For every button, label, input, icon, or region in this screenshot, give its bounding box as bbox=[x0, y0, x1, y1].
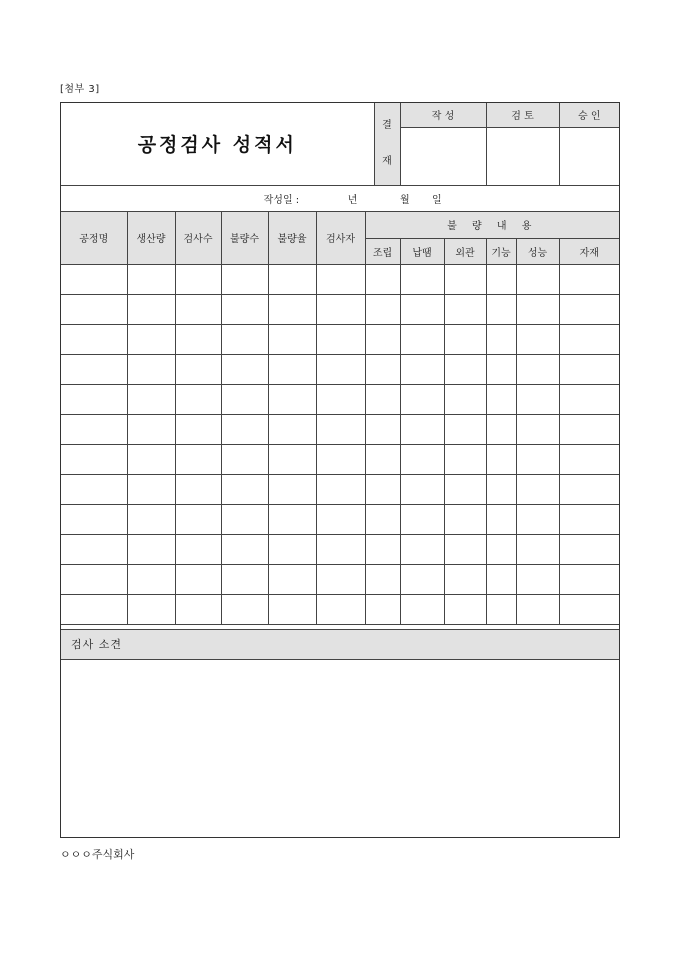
table-cell[interactable] bbox=[400, 354, 444, 384]
company-name: ㅇㅇㅇ주식회사 bbox=[60, 848, 135, 861]
table-cell[interactable] bbox=[365, 474, 400, 504]
table-cell[interactable] bbox=[127, 414, 175, 444]
table-cell[interactable] bbox=[365, 564, 400, 594]
table-cell[interactable] bbox=[400, 474, 444, 504]
date-label: 작성일 : bbox=[263, 194, 300, 206]
approval-side-label bbox=[374, 103, 400, 185]
table-cell[interactable] bbox=[400, 384, 444, 414]
table-cell[interactable] bbox=[444, 264, 486, 294]
table-cell[interactable] bbox=[400, 324, 444, 354]
table-cell[interactable] bbox=[221, 264, 268, 294]
table-cell[interactable] bbox=[365, 594, 400, 624]
table-cell[interactable] bbox=[221, 504, 268, 534]
table-row bbox=[61, 294, 619, 324]
table-cell[interactable] bbox=[316, 474, 365, 504]
table-cell[interactable] bbox=[127, 264, 175, 294]
table-cell[interactable] bbox=[268, 474, 316, 504]
table-row bbox=[61, 534, 619, 564]
table-cell[interactable] bbox=[221, 444, 268, 474]
table-cell[interactable] bbox=[127, 564, 175, 594]
table-cell[interactable] bbox=[268, 564, 316, 594]
table-cell[interactable] bbox=[365, 264, 400, 294]
table-cell[interactable] bbox=[61, 354, 127, 384]
table-cell[interactable] bbox=[127, 384, 175, 414]
table-cell[interactable] bbox=[175, 414, 221, 444]
header-defect-appearance: 외관 bbox=[444, 238, 486, 264]
table-cell[interactable] bbox=[268, 264, 316, 294]
header-defect-assembly: 조립 bbox=[365, 238, 400, 264]
table-cell[interactable] bbox=[400, 414, 444, 444]
form-title: 공정검사 성적서 bbox=[137, 134, 297, 157]
table-cell[interactable] bbox=[486, 564, 516, 594]
table-cell[interactable] bbox=[221, 324, 268, 354]
table-row bbox=[61, 324, 619, 354]
table-cell[interactable] bbox=[316, 414, 365, 444]
header-defect-function: 기능 bbox=[486, 238, 516, 264]
table-cell[interactable] bbox=[559, 504, 619, 534]
table-row bbox=[61, 474, 619, 504]
table-cell[interactable] bbox=[175, 264, 221, 294]
table-row bbox=[61, 444, 619, 474]
table-cell[interactable] bbox=[516, 534, 559, 564]
table-cell[interactable] bbox=[61, 414, 127, 444]
table-cell[interactable] bbox=[175, 444, 221, 474]
table-cell[interactable] bbox=[400, 534, 444, 564]
table-cell[interactable] bbox=[559, 414, 619, 444]
table-cell[interactable] bbox=[127, 594, 175, 624]
table-cell[interactable] bbox=[268, 384, 316, 414]
approval-side-bottom: 재 bbox=[382, 155, 392, 167]
form-table bbox=[61, 103, 619, 625]
table-cell[interactable] bbox=[365, 294, 400, 324]
header-defect-rate: 불량율 bbox=[268, 211, 316, 264]
table-cell[interactable] bbox=[316, 504, 365, 534]
table-cell[interactable] bbox=[444, 534, 486, 564]
table-cell[interactable] bbox=[221, 384, 268, 414]
table-cell[interactable] bbox=[61, 594, 127, 624]
date-line[interactable] bbox=[61, 185, 619, 211]
table-cell[interactable] bbox=[486, 264, 516, 294]
table-cell[interactable] bbox=[175, 294, 221, 324]
table-cell[interactable] bbox=[486, 534, 516, 564]
date-month: 월 bbox=[399, 194, 410, 206]
table-cell[interactable] bbox=[61, 474, 127, 504]
table-cell[interactable] bbox=[175, 504, 221, 534]
table-cell[interactable] bbox=[268, 324, 316, 354]
table-cell[interactable] bbox=[127, 504, 175, 534]
table-cell[interactable] bbox=[400, 294, 444, 324]
table-row bbox=[61, 564, 619, 594]
table-cell[interactable] bbox=[559, 324, 619, 354]
table-cell[interactable] bbox=[175, 564, 221, 594]
table-cell[interactable] bbox=[516, 564, 559, 594]
table-cell[interactable] bbox=[268, 414, 316, 444]
header-inspected: 검사수 bbox=[175, 211, 221, 264]
table-cell[interactable] bbox=[444, 594, 486, 624]
table-cell[interactable] bbox=[486, 444, 516, 474]
table-cell[interactable] bbox=[127, 444, 175, 474]
table-cell[interactable] bbox=[365, 444, 400, 474]
table-cell[interactable] bbox=[486, 504, 516, 534]
table-cell[interactable] bbox=[516, 474, 559, 504]
table-cell[interactable] bbox=[268, 534, 316, 564]
table-cell[interactable] bbox=[400, 264, 444, 294]
header-defect-material: 자재 bbox=[559, 238, 619, 264]
table-cell[interactable] bbox=[316, 264, 365, 294]
table-cell[interactable] bbox=[316, 354, 365, 384]
table-cell[interactable] bbox=[365, 414, 400, 444]
table-cell[interactable] bbox=[444, 294, 486, 324]
header-defect-soldering: 납땜 bbox=[400, 238, 444, 264]
table-cell[interactable] bbox=[365, 354, 400, 384]
approval-sign-reviewer[interactable] bbox=[486, 127, 559, 185]
table-cell[interactable] bbox=[444, 324, 486, 354]
table-cell[interactable] bbox=[268, 444, 316, 474]
table-cell[interactable] bbox=[444, 504, 486, 534]
table-cell[interactable] bbox=[316, 564, 365, 594]
table-cell[interactable] bbox=[221, 474, 268, 504]
table-cell[interactable] bbox=[221, 294, 268, 324]
table-cell[interactable] bbox=[268, 504, 316, 534]
table-cell[interactable] bbox=[61, 294, 127, 324]
table-row bbox=[61, 414, 619, 444]
table-cell[interactable] bbox=[61, 324, 127, 354]
attachment-label: [첨부 3] bbox=[60, 84, 100, 95]
approval-col-approver: 승 인 bbox=[559, 103, 619, 127]
table-row bbox=[61, 354, 619, 384]
table-cell[interactable] bbox=[516, 594, 559, 624]
table-cell[interactable] bbox=[365, 324, 400, 354]
table-cell[interactable] bbox=[400, 444, 444, 474]
date-year: 년 bbox=[347, 194, 358, 206]
table-cell[interactable] bbox=[559, 354, 619, 384]
opinion-label: 검사 소견 bbox=[61, 629, 619, 660]
table-row bbox=[61, 504, 619, 534]
form-title-cell bbox=[61, 103, 374, 185]
table-cell[interactable] bbox=[268, 294, 316, 324]
table-cell[interactable] bbox=[175, 594, 221, 624]
table-cell[interactable] bbox=[516, 354, 559, 384]
table-cell[interactable] bbox=[486, 414, 516, 444]
table-cell[interactable] bbox=[268, 354, 316, 384]
table-cell[interactable] bbox=[61, 444, 127, 474]
table-cell[interactable] bbox=[127, 324, 175, 354]
table-cell[interactable] bbox=[516, 384, 559, 414]
table-cell[interactable] bbox=[486, 594, 516, 624]
header-inspector: 검사자 bbox=[316, 211, 365, 264]
table-cell[interactable] bbox=[175, 474, 221, 504]
date-day: 일 bbox=[431, 194, 442, 206]
table-cell[interactable] bbox=[175, 534, 221, 564]
approval-col-reviewer: 검 토 bbox=[486, 103, 559, 127]
table-cell[interactable] bbox=[221, 354, 268, 384]
table-cell[interactable] bbox=[127, 294, 175, 324]
table-cell[interactable] bbox=[559, 264, 619, 294]
opinion-textarea[interactable] bbox=[61, 660, 619, 837]
table-cell[interactable] bbox=[516, 324, 559, 354]
table-cell[interactable] bbox=[127, 474, 175, 504]
table-cell[interactable] bbox=[486, 474, 516, 504]
approval-side-top: 결 bbox=[382, 119, 392, 131]
table-cell[interactable] bbox=[400, 564, 444, 594]
table-cell[interactable] bbox=[444, 414, 486, 444]
table-cell[interactable] bbox=[61, 564, 127, 594]
approval-sign-approver[interactable] bbox=[559, 127, 619, 185]
table-cell[interactable] bbox=[486, 324, 516, 354]
table-cell[interactable] bbox=[516, 504, 559, 534]
table-cell[interactable] bbox=[559, 534, 619, 564]
table-cell[interactable] bbox=[486, 294, 516, 324]
table-cell[interactable] bbox=[316, 294, 365, 324]
table-cell[interactable] bbox=[365, 384, 400, 414]
table-cell[interactable] bbox=[559, 474, 619, 504]
table-row bbox=[61, 384, 619, 414]
approval-sign-writer[interactable] bbox=[400, 127, 486, 185]
inspection-form bbox=[60, 102, 620, 838]
table-cell[interactable] bbox=[316, 594, 365, 624]
table-cell[interactable] bbox=[400, 504, 444, 534]
table-row bbox=[61, 264, 619, 294]
header-defects: 불량수 bbox=[221, 211, 268, 264]
header-defect-performance: 성능 bbox=[516, 238, 559, 264]
table-cell[interactable] bbox=[221, 414, 268, 444]
table-cell[interactable] bbox=[486, 354, 516, 384]
table-cell[interactable] bbox=[444, 564, 486, 594]
table-cell[interactable] bbox=[316, 444, 365, 474]
table-cell[interactable] bbox=[316, 384, 365, 414]
table-cell[interactable] bbox=[516, 414, 559, 444]
table-cell[interactable] bbox=[559, 384, 619, 414]
header-production: 생산량 bbox=[127, 211, 175, 264]
table-cell[interactable] bbox=[516, 444, 559, 474]
table-cell[interactable] bbox=[221, 594, 268, 624]
table-cell[interactable] bbox=[559, 564, 619, 594]
approval-col-writer: 작 성 bbox=[400, 103, 486, 127]
table-cell[interactable] bbox=[221, 564, 268, 594]
table-cell[interactable] bbox=[559, 594, 619, 624]
header-process: 공정명 bbox=[61, 211, 127, 264]
table-cell[interactable] bbox=[61, 264, 127, 294]
table-cell[interactable] bbox=[444, 474, 486, 504]
table-cell[interactable] bbox=[559, 444, 619, 474]
table-cell[interactable] bbox=[175, 324, 221, 354]
table-cell[interactable] bbox=[516, 264, 559, 294]
table-cell[interactable] bbox=[516, 294, 559, 324]
table-cell[interactable] bbox=[316, 534, 365, 564]
table-cell[interactable] bbox=[444, 354, 486, 384]
header-defect-details: 불 량 내 용 bbox=[365, 211, 619, 238]
table-row bbox=[61, 594, 619, 624]
table-cell[interactable] bbox=[61, 534, 127, 564]
table-cell[interactable] bbox=[444, 384, 486, 414]
table-cell[interactable] bbox=[444, 444, 486, 474]
table-cell[interactable] bbox=[486, 384, 516, 414]
table-cell[interactable] bbox=[127, 534, 175, 564]
table-cell[interactable] bbox=[61, 504, 127, 534]
table-cell[interactable] bbox=[127, 354, 175, 384]
table-cell[interactable] bbox=[400, 594, 444, 624]
table-cell[interactable] bbox=[316, 324, 365, 354]
table-cell[interactable] bbox=[365, 504, 400, 534]
table-cell[interactable] bbox=[365, 534, 400, 564]
table-cell[interactable] bbox=[175, 354, 221, 384]
table-cell[interactable] bbox=[559, 294, 619, 324]
table-cell[interactable] bbox=[268, 594, 316, 624]
table-cell[interactable] bbox=[61, 384, 127, 414]
table-cell[interactable] bbox=[221, 534, 268, 564]
table-cell[interactable] bbox=[175, 384, 221, 414]
